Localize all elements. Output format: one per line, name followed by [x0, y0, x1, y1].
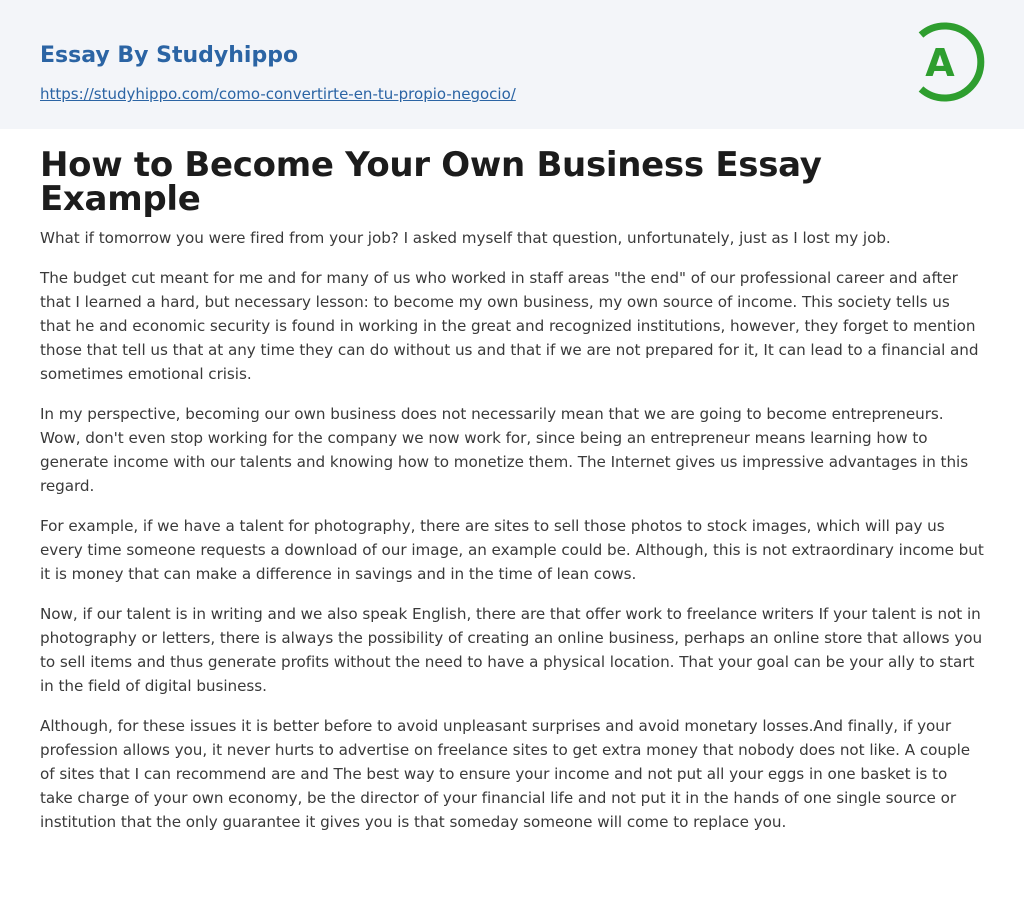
article-paragraph-1: What if tomorrow you were fired from your job? I asked myself that question, unfortunately, just as I lost my job. — [40, 229, 891, 247]
article-paragraph-2: The budget cut meant for me and for many of us who worked in staff areas "the end" of our professional career and after that I learned a hard, but necessary lesson: to become my own business, my own source of income. This society tells us that he and economic security is found in working in the great and recognized institutions, however, they forget to mention those that tell us that at any time they can do without us and that if we are not prepared for it, It can lead to a financial and sometimes emotional crisis. — [40, 269, 979, 383]
article-paragraph-6: Although, for these issues it is better before to avoid unpleasant surprises and avoid monetary losses.And finally, if your profession allows you, it never hurts to advertise on freelance sites to get extra money that nobody does not like. A couple of sites that I can recommend are and The best way to ensure your income and not put all your eggs in one basket is to take charge of your own economy, be the director of your financial life and not put it in the hands of one single source or institution that the only guarantee it gives you is that someday someone will come to replace you. — [40, 717, 971, 831]
brand-title[interactable]: Essay By Studyhippo — [40, 43, 299, 68]
article-paragraph-4: For example, if we have a talent for photography, there are sites to sell those photos to stock images, which will pay us every time someone requests a download of our image, an example could be. Although, this is not extraordinary income but it is money that can make a difference in savings and in the time of lean cows. — [40, 517, 984, 583]
article — [40, 145, 984, 850]
page-header — [0, 0, 1024, 129]
source-url-link[interactable]: https://studyhippo.com/como-convertirte-en-tu-propio-negocio/ — [40, 85, 516, 103]
article-paragraph-5: Now, if our talent is in writing and we also speak English, there are that offer work to freelance writers If your talent is not in photography or letters, there is always the possibility of creating an online business, perhaps an online store that allows you to sell items and thus generate profits without the need to have a physical location. That your goal can be your ally to start in the field of digital business. — [40, 605, 983, 695]
studyhippo-logo-icon[interactable] — [908, 18, 988, 106]
logo-letter: A — [925, 41, 955, 85]
article-paragraph-3: In my perspective, becoming our own business does not necessarily mean that we are going to become entrepreneurs. Wow, don't even stop working for the company we now work for, since being an entrepreneur means learning how to generate income with our talents and knowing how to monetize them. The Internet gives us impressive advantages in this regard. — [40, 405, 969, 495]
article-title: How to Become Your Own Business Essay Example — [40, 145, 822, 219]
